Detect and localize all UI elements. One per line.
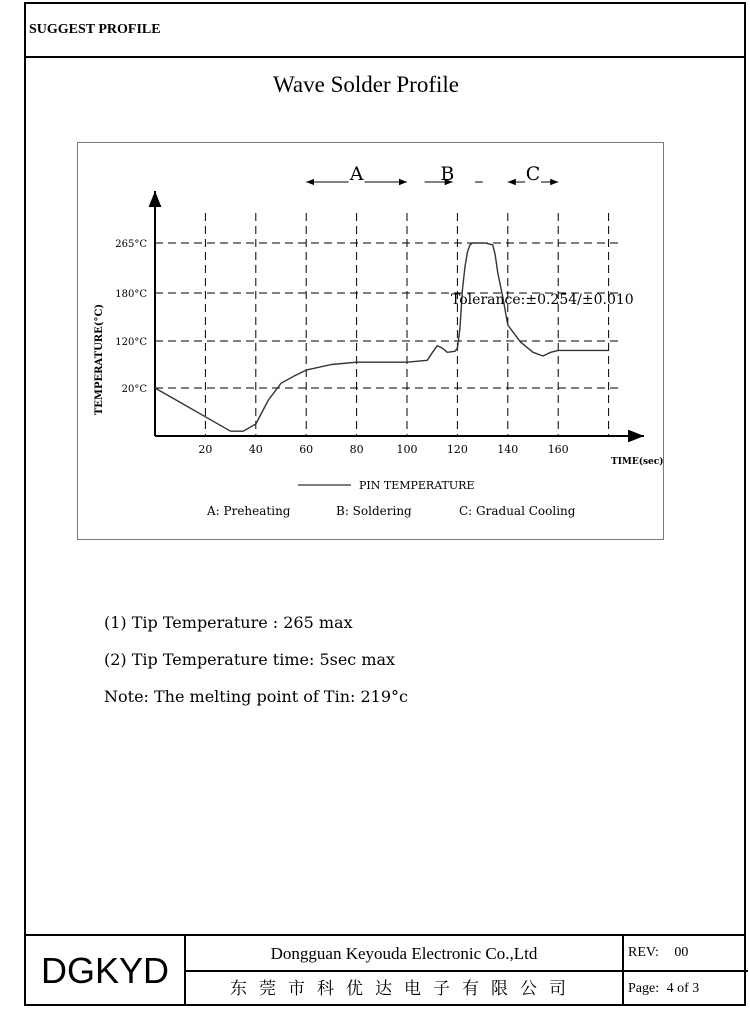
x-tick-label: 20 xyxy=(198,443,213,456)
revision-cell xyxy=(622,936,748,972)
phase-label: A xyxy=(349,163,364,185)
y-tick-label: 120°C xyxy=(115,337,147,348)
legend-phase-label: C: Gradual Cooling xyxy=(459,504,576,518)
phase-label: B xyxy=(440,163,455,185)
company-logo: DGKYD xyxy=(26,936,186,1006)
page-label: Page: xyxy=(628,981,660,996)
legend-line-label: PIN TEMPERATURE xyxy=(359,479,475,492)
y-tick-label: 265°C xyxy=(115,239,147,250)
x-tick-label: 40 xyxy=(248,443,263,456)
legend-phase-label: A: Preheating xyxy=(207,504,291,518)
y-tick-label: 180°C xyxy=(115,289,147,300)
company-name-cn: 东莞市科优达电子有限公司 xyxy=(230,979,578,999)
page-title: Wave Solder Profile xyxy=(273,72,459,97)
note-line: (1) Tip Temperature : 265 max xyxy=(104,613,353,632)
x-tick-label: 120 xyxy=(446,443,468,456)
tolerance-annotation: Tolerance:±0.254/±0.010 xyxy=(451,292,634,308)
chart-container xyxy=(77,142,664,540)
document-frame xyxy=(24,2,746,1006)
footer-table xyxy=(26,934,744,1006)
x-tick-label: 140 xyxy=(497,443,519,456)
header-bar xyxy=(26,4,744,58)
x-tick-label: 80 xyxy=(349,443,364,456)
notes-block xyxy=(104,604,408,715)
rev-label: REV: xyxy=(628,945,659,960)
y-tick-label: 20°C xyxy=(121,384,147,395)
rev-value: 00 xyxy=(674,945,689,960)
x-tick-label: 60 xyxy=(299,443,314,456)
page-value: 4 of 3 xyxy=(666,981,700,996)
section-title: SUGGEST PROFILE xyxy=(29,22,161,37)
pin-temperature-line xyxy=(155,243,609,431)
solder-profile-chart xyxy=(78,143,665,541)
note-line: (2) Tip Temperature time: 5sec max xyxy=(104,650,396,669)
y-axis-label: TEMPERATURE(°C) xyxy=(94,303,105,416)
x-axis-label: TIME(sec) xyxy=(611,457,664,467)
company-name-en: Dongguan Keyouda Electronic Co.,Ltd xyxy=(186,936,622,972)
x-tick-label: 160 xyxy=(547,443,569,456)
x-tick-label: 100 xyxy=(396,443,418,456)
legend-phase-label: B: Soldering xyxy=(336,504,412,518)
note-line: Note: The melting point of Tin: 219°c xyxy=(104,687,408,706)
phase-label: C xyxy=(525,163,541,185)
page-cell xyxy=(622,972,748,1006)
